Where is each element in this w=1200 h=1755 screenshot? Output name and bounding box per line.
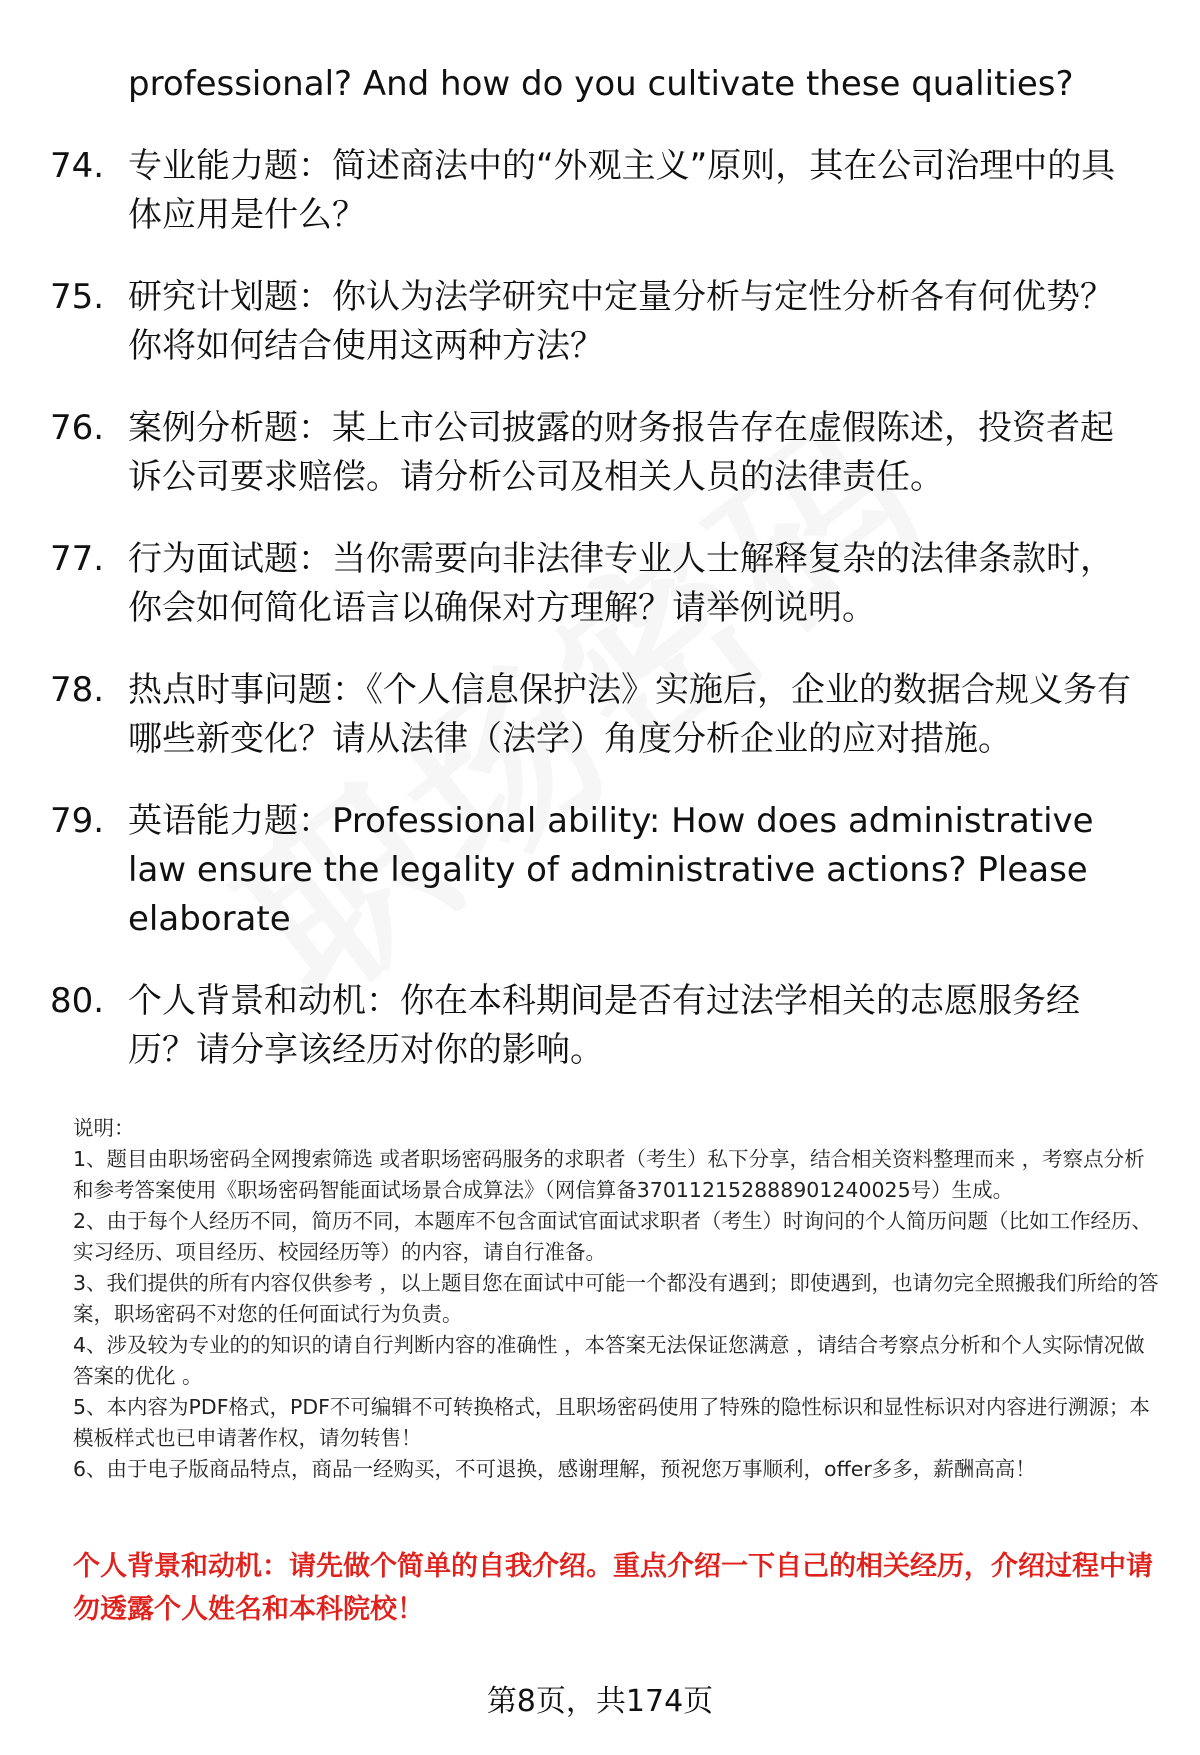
question-item-75 bbox=[50, 273, 1140, 371]
question-text: 专业能力题：简述商法中的“外观主义”原则，其在公司治理中的具体应用是什么？ bbox=[128, 146, 1116, 235]
note-item: 1、题目由职场密码全网搜索筛选 或者职场密码服务的求职者（考生）私下分享，结合相关资料整理而来 ，考察点分析和参考答案使用《职场密码智能面试场景合成算法》（网信算备370112152888901240025号）生成。 bbox=[73, 1147, 1145, 1202]
question-text: 研究计划题：你认为法学研究中定量分析与定性分析各有何优势？你将如何结合使用这两种方法？ bbox=[128, 277, 1114, 366]
notes-title: 说明： bbox=[73, 1116, 135, 1140]
question-number: 80. bbox=[50, 981, 105, 1021]
notes-section bbox=[73, 1113, 1163, 1485]
note-item: 6、由于电子版商品特点，商品一经购买，不可退换，感谢理解，预祝您万事顺利，offer多多，薪酬高高！ bbox=[73, 1457, 1036, 1481]
question-item-74 bbox=[50, 142, 1140, 240]
question-continuation-text: professional? And how do you cultivate these qualities? bbox=[128, 64, 1074, 104]
question-number: 75. bbox=[50, 277, 105, 317]
question-item-80 bbox=[50, 977, 1140, 1075]
question-number: 76. bbox=[50, 408, 105, 448]
question-item-78 bbox=[50, 666, 1140, 764]
note-item: 3、我们提供的所有内容仅供参考 ，以上题目您在面试中可能一个都没有遇到；即使遇到，也请勿完全照搬我们所给的答案，职场密码不对您的任何面试行为负责。 bbox=[73, 1271, 1159, 1326]
question-item-76 bbox=[50, 404, 1140, 502]
question-number: 79. bbox=[50, 801, 105, 841]
question-text: 英语能力题：Professional ability: How does administrative law ensure the legality of administrative actions? Please elaborate bbox=[128, 801, 1094, 939]
page-number: 第8页，共174页 bbox=[486, 1684, 714, 1719]
question-item-79 bbox=[50, 797, 1140, 944]
note-item: 2、由于每个人经历不同，简历不同，本题库不包含面试官面试求职者（考生）时询问的个人简历问题（比如工作经历、实习经历、项目经历、校园经历等）的内容，请自行准备。 bbox=[73, 1209, 1153, 1264]
question-text: 案例分析题：某上市公司披露的财务报告存在虚假陈述，投资者起诉公司要求赔偿。请分析公司及相关人员的法律责任。 bbox=[128, 408, 1114, 497]
question-number: 74. bbox=[50, 146, 105, 186]
question-list bbox=[50, 142, 1140, 1108]
question-text: 行为面试题：当你需要向非法律专业人士解释复杂的法律条款时，你会如何简化语言以确保对方理解？请举例说明。 bbox=[128, 539, 1114, 628]
question-item-77 bbox=[50, 535, 1140, 633]
note-item: 5、本内容为PDF格式，PDF不可编辑不可转换格式，且职场密码使用了特殊的隐性标识和显性标识对内容进行溯源；本模板样式也已申请著作权，请勿转售！ bbox=[73, 1395, 1150, 1450]
question-text: 个人背景和动机：你在本科期间是否有过法学相关的志愿服务经历？请分享该经历对你的影响。 bbox=[128, 981, 1080, 1070]
question-number: 77. bbox=[50, 539, 105, 579]
note-item: 4、涉及较为专业的的知识的请自行判断内容的准确性 ，本答案无法保证您满意 ，请结合考察点分析和个人实际情况做答案的优化 。 bbox=[73, 1333, 1145, 1388]
question-number: 78. bbox=[50, 670, 105, 710]
question-text: 热点时事问题：《个人信息保护法》实施后，企业的数据合规义务有哪些新变化？请从法律（法学）角度分析企业的应对措施。 bbox=[128, 670, 1131, 759]
highlight-prompt: 个人背景和动机：请先做个简单的自我介绍。重点介绍一下自己的相关经历，介绍过程中请勿透露个人姓名和本科院校！ bbox=[73, 1551, 1153, 1625]
